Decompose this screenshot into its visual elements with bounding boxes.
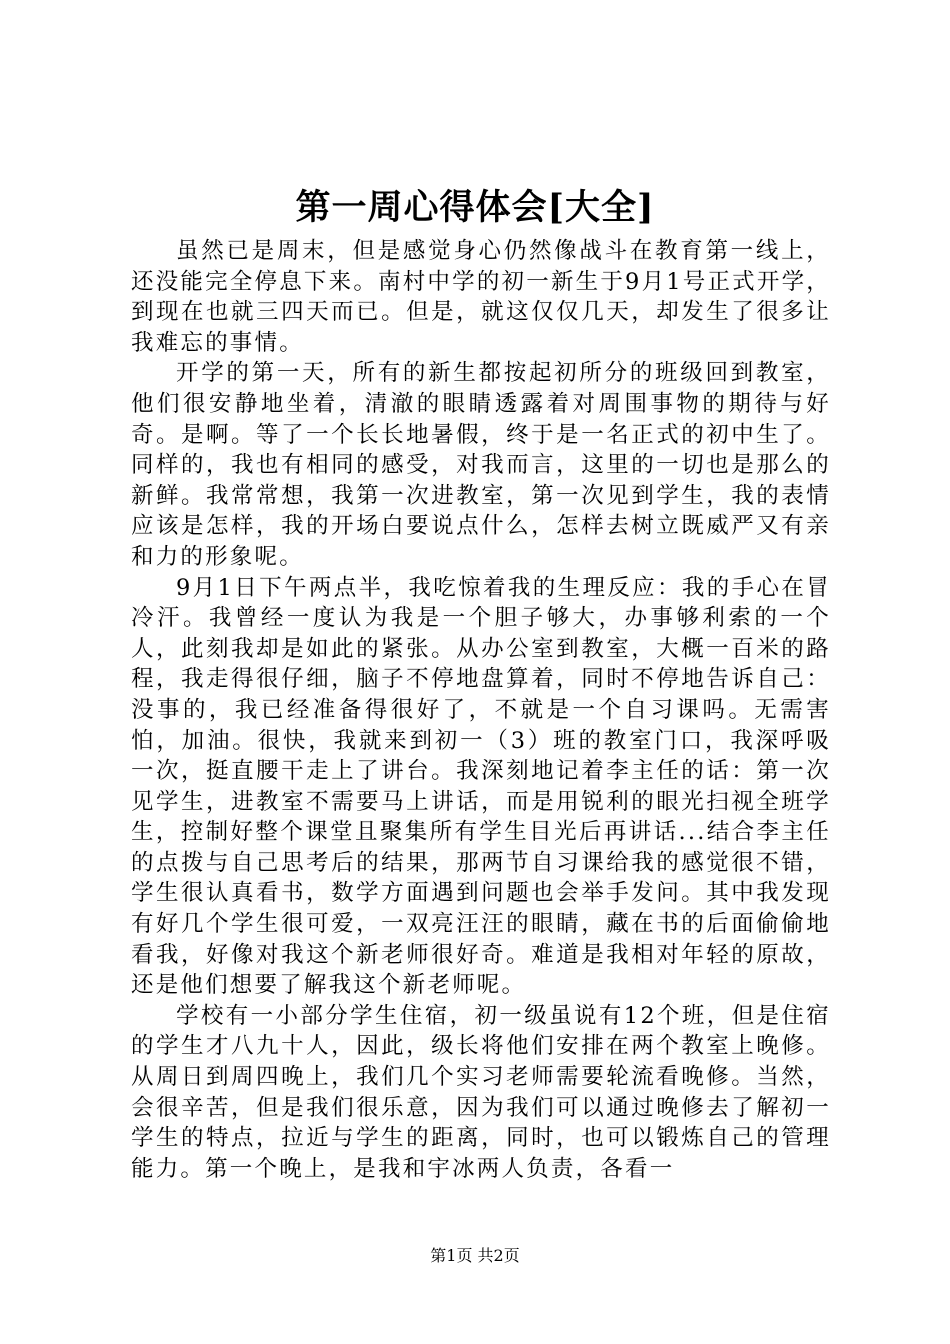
- paragraph: 9月1日下午两点半，我吃惊着我的生理反应：我的手心在冒冷汗。我曾经一度认为我是一个胆子够大，办事够利索的一个人，此刻我却是如此的紧张。从办公室到教室，大概一百米的路程，我走得很仔细，脑子不停地盘算着，同时不停地告诉自己：没事的，我已经准备得很好了，不就是一个自习课吗。无需害怕，加油。很快，我就来到初一（3）班的教室门口，我深呼吸一次，挺直腰干走上了讲台。我深刻地记着李主任的话：第一次见学生，进教室不需要马上讲话，而是用锐利的眼光扫视全班学生，控制好整个课堂且聚集所有学生目光后再讲话...结合李主任的点拨与自己思考后的结果，那两节自习课给我的感觉很不错，学生很认真看书，数学方面遇到问题也会举手发问。其中我发现有好几个学生很可爱，一双亮汪汪的眼睛，藏在书的后面偷偷地看我，好像对我这个新老师很好奇。难道是我相对年轻的原故，还是他们想要了解我这个新老师呢。: [131, 574, 831, 999]
- paragraph: 开学的第一天，所有的新生都按起初所分的班级回到教室，他们很安静地坐着，清澈的眼睛透露着对周围事物的期待与好奇。是啊。等了一个长长地暑假，终于是一名正式的初中生了。同样的，我也有相同的感受，对我而言，这里的一切也是那么的新鲜。我常常想，我第一次进教室，第一次见到学生，我的表情应该是怎样，我的开场白要说点什么，怎样去树立既威严又有亲和力的形象呢。: [131, 360, 831, 570]
- page-title: 第一周心得体会[大全]: [295, 187, 655, 228]
- document-body: [131, 236, 831, 1184]
- page-footer: 第1页 共2页: [430, 1246, 520, 1265]
- paragraph: 虽然已是周末，但是感觉身心仍然像战斗在教育第一线上，还没能完全停息下来。南村中学的初一新生于9月1号正式开学，到现在也就三四天而已。但是，就这仅仅几天，却发生了很多让我难忘的事情。: [131, 238, 831, 356]
- paragraph: 学校有一小部分学生住宿，初一级虽说有12个班，但是住宿的学生才八九十人，因此，级长将他们安排在两个教室上晚修。从周日到周四晚上，我们几个实习老师需要轮流看晚修。当然，会很辛苦，但是我们很乐意，因为我们可以通过晚修去了解初一学生的特点，拉近与学生的距离，同时，也可以锻炼自己的管理能力。第一个晚上，是我和宇冰两人负责，各看一: [131, 1002, 831, 1182]
